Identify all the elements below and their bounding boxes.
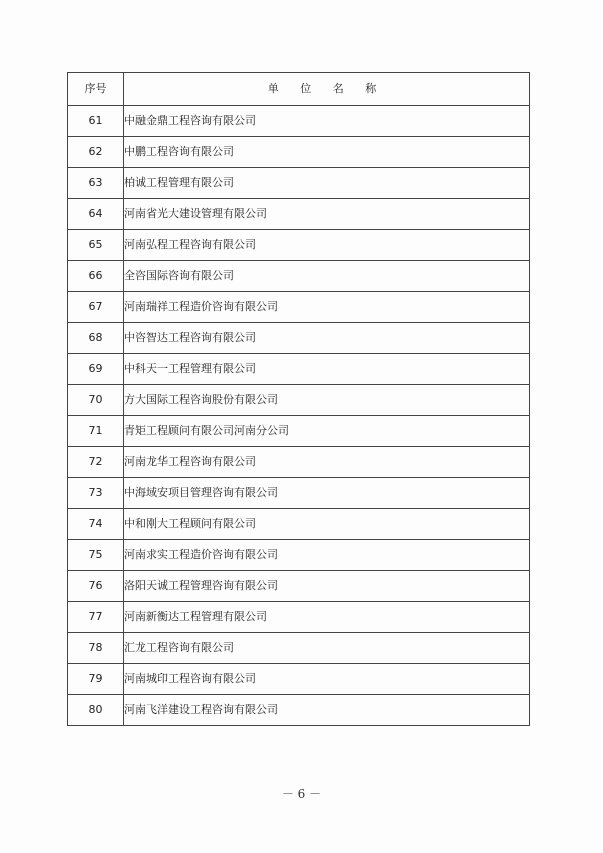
company-name-cell: 河南瑞祥工程造价咨询有限公司 — [124, 292, 530, 323]
table-row — [68, 602, 530, 633]
company-name-cell: 河南龙华工程咨询有限公司 — [124, 447, 530, 478]
serial-number-cell: 69 — [68, 354, 124, 385]
company-name-cell: 中咨智达工程咨询有限公司 — [124, 323, 530, 354]
table-header-row — [68, 73, 530, 106]
serial-number-cell: 61 — [68, 106, 124, 137]
table-body — [68, 106, 530, 726]
company-name-cell: 中融金鼎工程咨询有限公司 — [124, 106, 530, 137]
table-row — [68, 354, 530, 385]
company-name-cell: 洛阳天诚工程管理咨询有限公司 — [124, 571, 530, 602]
table-row — [68, 447, 530, 478]
serial-number-cell: 63 — [68, 168, 124, 199]
serial-number-cell: 68 — [68, 323, 124, 354]
company-name-cell: 河南弘程工程咨询有限公司 — [124, 230, 530, 261]
table-row — [68, 230, 530, 261]
company-name-cell: 河南省光大建设管理有限公司 — [124, 199, 530, 230]
table-row — [68, 168, 530, 199]
table-row — [68, 571, 530, 602]
header-company-name: 单 位 名 称 — [124, 73, 530, 106]
table-row — [68, 478, 530, 509]
serial-number-cell: 70 — [68, 385, 124, 416]
serial-number-cell: 78 — [68, 633, 124, 664]
table-row — [68, 385, 530, 416]
table-row — [68, 261, 530, 292]
table-row — [68, 416, 530, 447]
company-name-cell: 柏诚工程管理有限公司 — [124, 168, 530, 199]
serial-number-cell: 74 — [68, 509, 124, 540]
serial-number-cell: 79 — [68, 664, 124, 695]
table-row — [68, 633, 530, 664]
serial-number-cell: 67 — [68, 292, 124, 323]
serial-number-cell: 71 — [68, 416, 124, 447]
table-row — [68, 106, 530, 137]
table-row — [68, 323, 530, 354]
serial-number-cell: 64 — [68, 199, 124, 230]
table-row — [68, 664, 530, 695]
company-name-cell: 中和刚大工程顾问有限公司 — [124, 509, 530, 540]
table-row — [68, 199, 530, 230]
company-name-cell: 河南求实工程造价咨询有限公司 — [124, 540, 530, 571]
serial-number-cell: 77 — [68, 602, 124, 633]
serial-number-cell: 80 — [68, 695, 124, 726]
table-row — [68, 540, 530, 571]
company-name-cell: 河南城印工程咨询有限公司 — [124, 664, 530, 695]
table-row — [68, 292, 530, 323]
serial-number-cell: 75 — [68, 540, 124, 571]
company-name-cell: 中科天一工程管理有限公司 — [124, 354, 530, 385]
serial-number-cell: 73 — [68, 478, 124, 509]
company-name-cell: 青矩工程顾问有限公司河南分公司 — [124, 416, 530, 447]
company-name-cell: 河南飞洋建设工程咨询有限公司 — [124, 695, 530, 726]
serial-number-cell: 65 — [68, 230, 124, 261]
company-name-cell: 中鹏工程咨询有限公司 — [124, 137, 530, 168]
company-name-cell: 方大国际工程咨询股份有限公司 — [124, 385, 530, 416]
company-name-cell: 中海域安项目管理咨询有限公司 — [124, 478, 530, 509]
company-name-cell: 河南新衡达工程管理有限公司 — [124, 602, 530, 633]
company-roster-table — [67, 72, 530, 726]
company-name-cell: 全咨国际咨询有限公司 — [124, 261, 530, 292]
table-row — [68, 509, 530, 540]
serial-number-cell: 76 — [68, 571, 124, 602]
serial-number-cell: 72 — [68, 447, 124, 478]
page-number: － 6 － — [281, 787, 322, 801]
serial-number-cell: 62 — [68, 137, 124, 168]
company-name-cell: 汇龙工程咨询有限公司 — [124, 633, 530, 664]
header-serial-number: 序号 — [68, 73, 124, 106]
serial-number-cell: 66 — [68, 261, 124, 292]
table-row — [68, 695, 530, 726]
table-row — [68, 137, 530, 168]
